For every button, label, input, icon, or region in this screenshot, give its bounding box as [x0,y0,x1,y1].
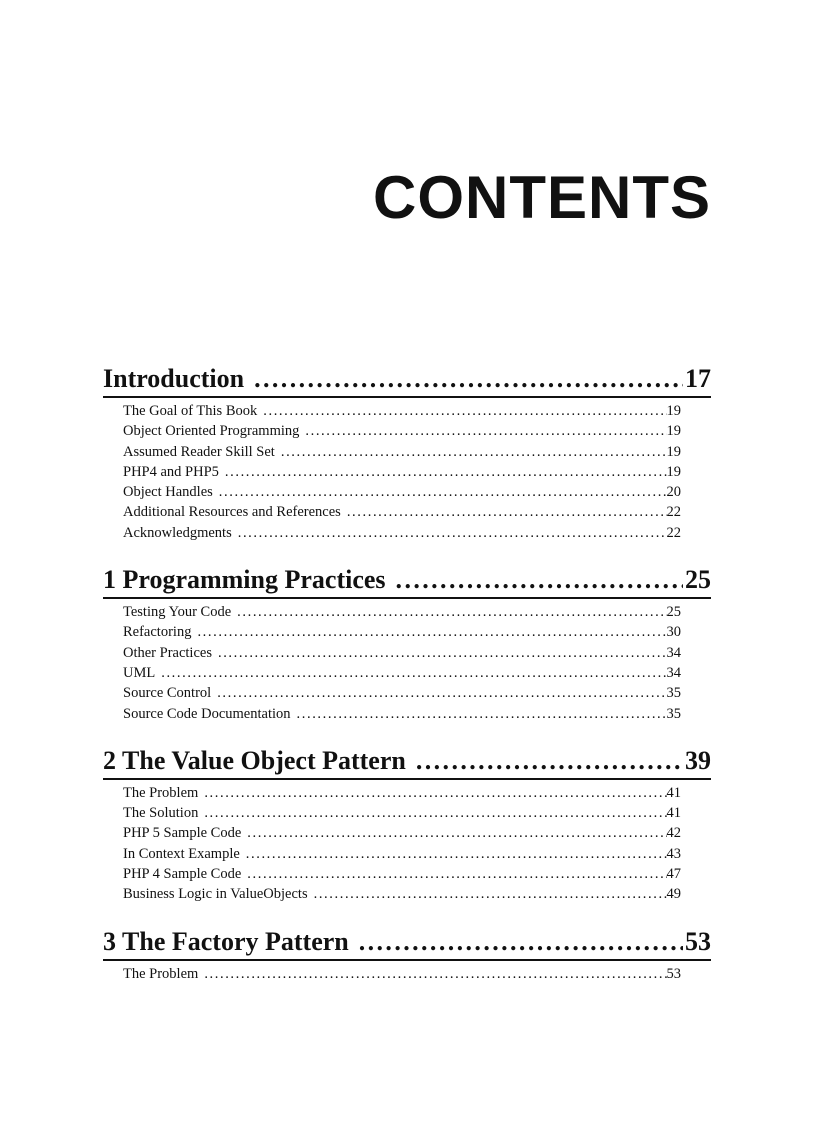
toc-entry[interactable] [103,823,711,843]
dot-leader [217,683,666,703]
dot-leader [396,563,683,597]
page-title: CONTENTS [373,164,711,231]
dot-leader [219,482,667,502]
entry-title: Object Handles [123,484,213,501]
dot-leader [238,523,667,543]
dot-leader [204,803,666,823]
toc-section-introduction [103,362,711,543]
dot-leader [254,362,683,396]
toc-entry[interactable] [103,523,711,543]
toc-entry[interactable] [103,602,711,622]
entry-title: The Solution [123,805,199,822]
dot-leader [197,622,666,642]
toc-entry[interactable] [103,844,711,864]
toc-entry[interactable] [103,622,711,642]
toc-entry[interactable] [103,502,711,522]
section-title: 2 The Value Object Pattern [103,745,406,775]
entry-page-number: 20 [666,484,681,501]
dot-leader [297,704,667,724]
section-title: 3 The Factory Pattern [103,926,349,956]
entry-page-number: 53 [666,965,681,982]
dot-leader [263,401,666,421]
dot-leader [305,421,666,441]
entry-page-number: 19 [666,463,681,480]
entry-title: In Context Example [123,845,240,862]
toc-entry[interactable] [103,964,711,984]
entry-page-number: 41 [666,805,681,822]
entry-title: Additional Resources and References [123,504,341,521]
dot-leader [246,844,667,864]
entry-title: Testing Your Code [123,604,232,621]
entry-page-number: 19 [666,403,681,419]
dot-leader [237,602,666,622]
toc-section-factory-pattern [103,925,711,984]
entry-page-number: 49 [666,886,681,903]
toc-entry[interactable] [103,482,711,502]
toc-section-programming-practices [103,563,711,724]
section-heading[interactable] [103,744,711,780]
section-heading[interactable] [103,362,711,398]
dot-leader [218,643,667,663]
dot-leader [247,864,666,884]
entry-title: Business Logic in ValueObjects [123,886,308,903]
section-heading[interactable] [103,563,711,599]
entry-title: The Problem [123,784,199,801]
dot-leader [161,663,666,683]
section-page-number: 53 [685,926,711,956]
section-page-number: 25 [685,565,711,595]
entry-page-number: 47 [666,866,681,883]
toc-entry[interactable] [103,683,711,703]
dot-leader [225,462,667,482]
entry-page-number: 22 [666,524,681,541]
table-of-contents [103,362,711,1004]
section-page-number: 17 [685,364,711,393]
entry-title: Acknowledgments [123,524,232,541]
entry-page-number: 34 [666,644,681,661]
toc-entry[interactable] [103,864,711,884]
dot-leader [347,502,667,522]
dot-leader [314,884,667,904]
toc-entry[interactable] [103,462,711,482]
entry-title: Other Practices [123,644,212,661]
section-heading[interactable] [103,925,711,961]
entry-title: UML [123,664,156,681]
entry-title: Source Control [123,685,212,702]
entry-title: The Problem [123,965,199,982]
toc-entry[interactable] [103,643,711,663]
entry-page-number: 30 [666,624,681,641]
entry-page-number: 25 [666,604,681,621]
toc-entry[interactable] [103,663,711,683]
dot-leader [247,823,666,843]
section-title: 1 Programming Practices [103,565,386,595]
entry-page-number: 19 [666,443,681,460]
toc-entry[interactable] [103,401,711,421]
toc-section-value-object-pattern [103,744,711,905]
entry-page-number: 19 [666,423,681,440]
toc-entry[interactable] [103,783,711,803]
entry-title: Refactoring [123,624,192,641]
entry-title: The Goal of This Book [123,403,258,419]
entry-title: Assumed Reader Skill Set [123,443,275,460]
entry-title: PHP 5 Sample Code [123,825,242,842]
entry-title: PHP 4 Sample Code [123,866,242,883]
toc-entry[interactable] [103,884,711,904]
dot-leader [359,925,683,959]
toc-entry[interactable] [103,803,711,823]
entry-title: PHP4 and PHP5 [123,463,219,480]
entry-page-number: 41 [666,784,681,801]
toc-entry[interactable] [103,442,711,462]
entry-title: Object Oriented Programming [123,423,300,440]
dot-leader [204,783,666,803]
entry-page-number: 34 [666,664,681,681]
dot-leader [281,442,667,462]
dot-leader [204,964,666,984]
toc-entry[interactable] [103,421,711,441]
section-title: Introduction [103,364,245,393]
entry-page-number: 22 [666,504,681,521]
dot-leader [416,744,683,778]
entry-page-number: 35 [666,705,681,722]
entry-page-number: 42 [666,825,681,842]
entry-page-number: 35 [666,685,681,702]
section-page-number: 39 [685,745,711,775]
entry-title: Source Code Documentation [123,705,291,722]
entry-page-number: 43 [666,845,681,862]
toc-entry[interactable] [103,704,711,724]
